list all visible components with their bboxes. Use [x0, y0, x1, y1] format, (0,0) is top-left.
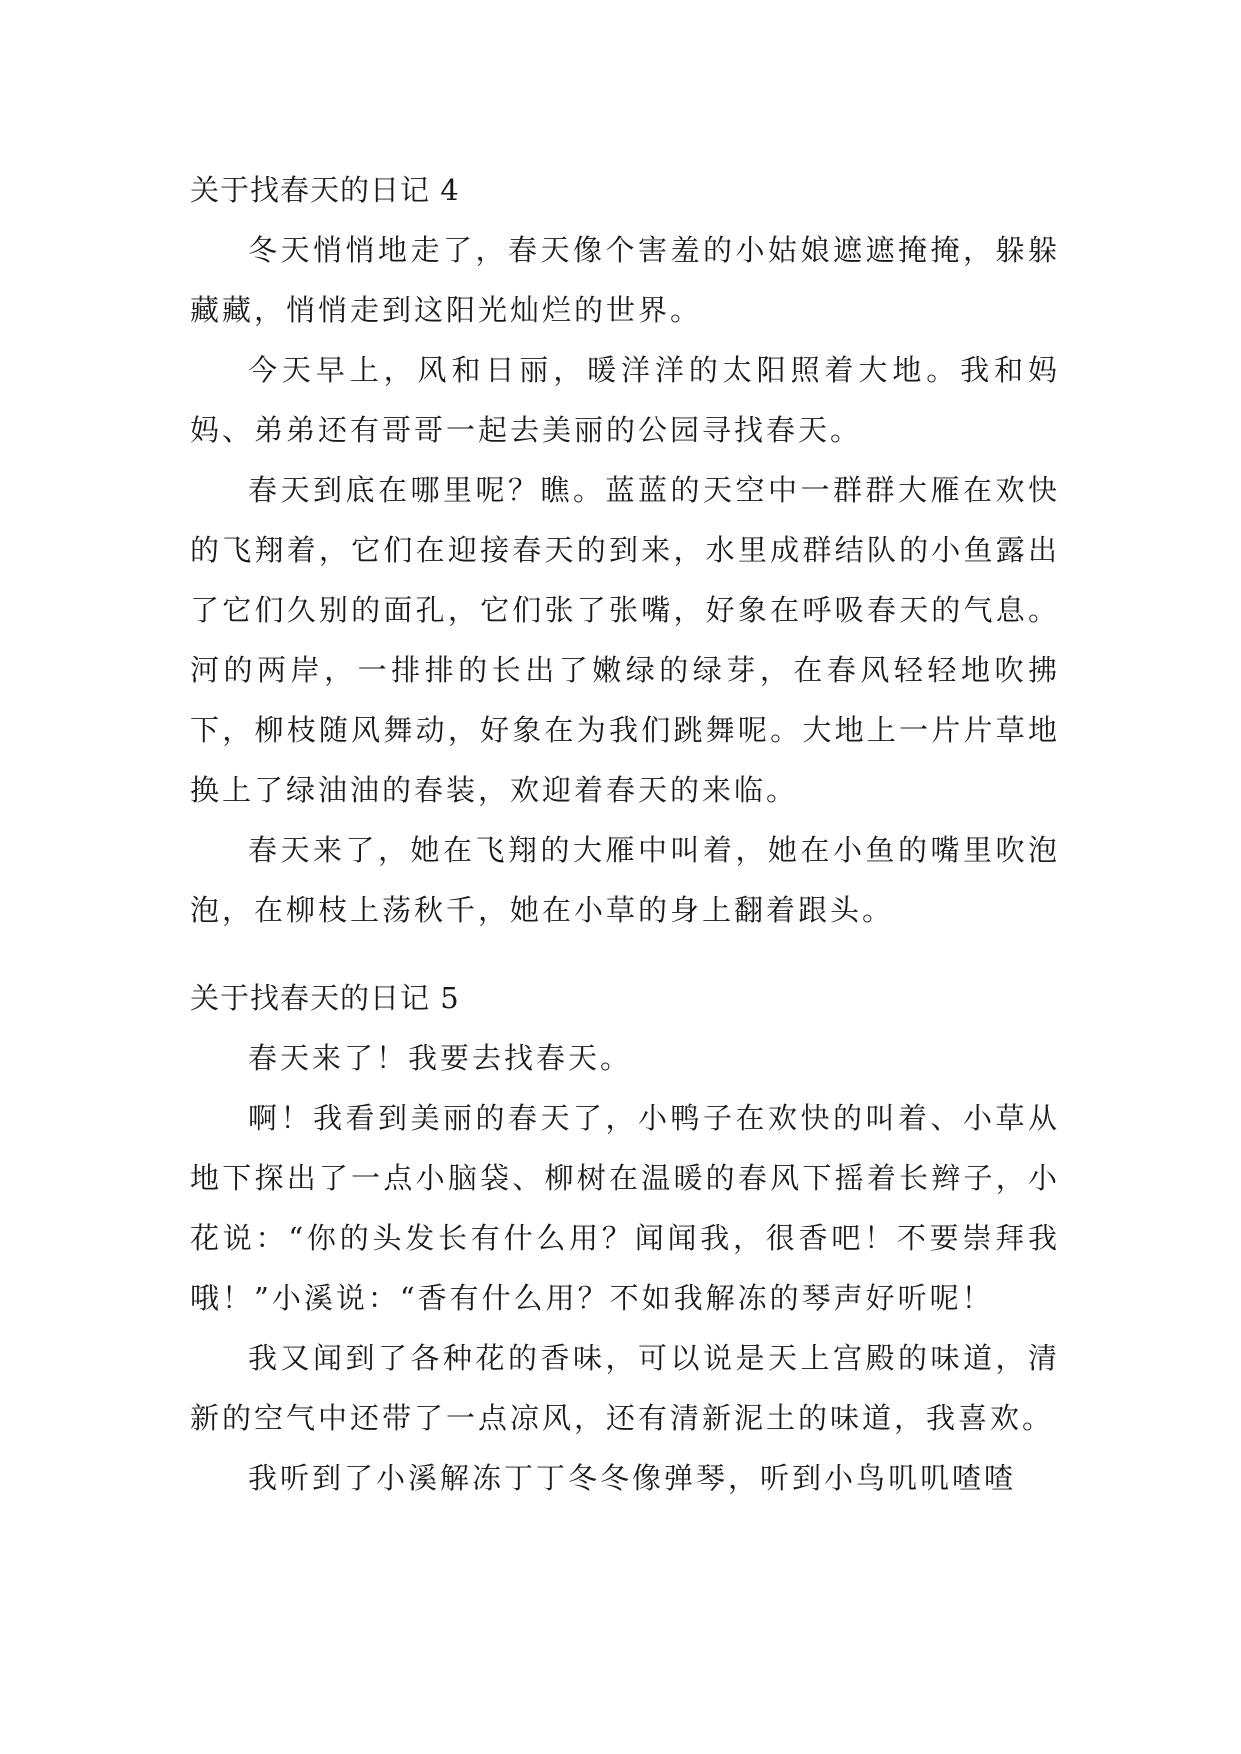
paragraph: 冬天悄悄地走了，春天像个害羞的小姑娘遮遮掩掩，躲躲藏藏，悄悄走到这阳光灿烂的世界。 [190, 233, 1060, 327]
paragraph: 春天来了，她在飞翔的大雁中叫着，她在小鱼的嘴里吹泡泡，在柳枝上荡秋千，她在小草的身上翻着跟头。 [190, 833, 1060, 927]
entry-title: 关于找春天的日记 4 [190, 173, 460, 207]
diary-entry-5 [190, 968, 1060, 1508]
paragraph: 我又闻到了各种花的香味，可以说是天上宫殿的味道，清新的空气中还带了一点凉风，还有清新泥土的味道，我喜欢。 [190, 1341, 1060, 1435]
entry-title: 关于找春天的日记 5 [190, 981, 460, 1015]
paragraph: 啊！我看到美丽的春天了，小鸭子在欢快的叫着、小草从地下探出了一点小脑袋、柳树在温暖的春风下摇着长辫子，小花说：“你的头发长有什么用？闻闻我，很香吧！不要崇拜我哦！”小溪说：“香有什么用？不如我解冻的琴声好听呢！ [190, 1101, 1060, 1315]
paragraph: 今天早上，风和日丽，暖洋洋的太阳照着大地。我和妈妈、弟弟还有哥哥一起去美丽的公园寻找春天。 [190, 353, 1060, 447]
paragraph: 我听到了小溪解冻丁丁冬冬像弹琴，听到小鸟叽叽喳喳 [248, 1461, 1017, 1495]
diary-entry-4 [190, 160, 1060, 940]
paragraph: 春天来了！我要去找春天。 [248, 1041, 633, 1075]
paragraph: 春天到底在哪里呢？瞧。蓝蓝的天空中一群群大雁在欢快的飞翔着，它们在迎接春天的到来，水里成群结队的小鱼露出了它们久别的面孔，它们张了张嘴，好象在呼吸春天的气息。河的两岸，一排排的长出了嫩绿的绿芽，在春风轻轻地吹拂下，柳枝随风舞动，好象在为我们跳舞呢。大地上一片片草地换上了绿油油的春装，欢迎着春天的来临。 [190, 473, 1060, 807]
